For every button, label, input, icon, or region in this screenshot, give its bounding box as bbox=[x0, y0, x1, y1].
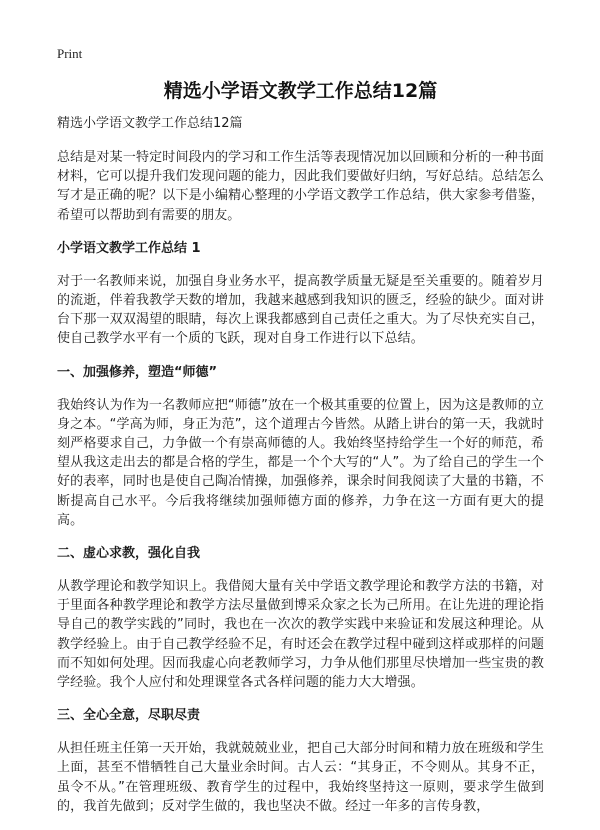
section-title: 小学语文教学工作总结 1 bbox=[57, 240, 201, 256]
heading-1: 一、加强修养，塑造“师德” bbox=[57, 364, 218, 380]
document-title: 精选小学语文教学工作总结12篇 bbox=[163, 80, 438, 102]
section-intro-paragraph: 对于一名教师来说，加强自身业务水平，提高教学质量无疑是至关重要的。随着岁月的流逝，伴着我教学天数的增加，我越来越感到我知识的匮乏，经验的缺少。面对讲台下那一双双渴望的眼睛，每次上课我都感到自己责任之重大。为了尽快充实自己，使自己教学水平有一个质的飞跃，现对自身工作进行以下总结。 bbox=[57, 273, 544, 347]
paragraph-1: 我始终认为作为一名教师应把“师德”放在一个极其重要的位置上，因为这是教师的立身之本。“学高为师，身正为范”，这个道理古今皆然。从踏上讲台的第一天，我就时刻严格要求自己，力争做一个有崇高师德的人。我始终坚持给学生一个好的师范，希望从我这走出去的都是合格的学生，都是一个个大写的“人”。为了给自己的学生一个好的表率，同时也是使自己陶冶情操，加强修养，课余时间我阅读了大量的书籍，不断提高自己水平。今后我将继续加强师德方面的修养，力争在这一方面有更大的提高。 bbox=[57, 397, 544, 528]
heading-3: 三、全心全意，尽职尽责 bbox=[57, 708, 201, 724]
paragraph-3: 从担任班主任第一天开始，我就兢兢业业，把自己大部分时间和精力放在班级和学生上面，甚至不惜牺牲自己大量业余时间。古人云：“其身正，不令则从。其身不正，虽令不从。”在管理班级、教育学生的过程中，我始终坚持这一原则，要求学生做到的，我首先做到；反对学生做的，我也坚决不做。经过一年多的言传身教， bbox=[57, 741, 544, 814]
document-subtitle: 精选小学语文教学工作总结12篇 bbox=[57, 116, 243, 131]
document-body bbox=[57, 78, 544, 830]
print-link[interactable]: Print bbox=[57, 46, 83, 61]
intro-paragraph: 总结是对某一特定时间段内的学习和工作生活等表现情况加以回顾和分析的一种书面材料，它可以提升我们发现问题的能力，因此我们要做好归纳，写好总结。总结怎么写才是正确的呢？以下是小编精心整理的小学语文教学工作总结，供大家参考借鉴，希望可以帮助到有需要的朋友。 bbox=[57, 150, 544, 223]
paragraph-2: 从教学理论和教学知识上。我借阅大量有关中学语文教学理论和教学方法的书籍，对于里面各种教学理论和教学方法尽量做到博采众家之长为己所用。在让先进的理论指导自己的教学实践的”同时，我也在一次次的教学实践中来验证和发展这种理论。从教学经验上。由于自己教学经验不足，有时还会在教学过程中碰到这样或那样的问题而不知如何处理。因而我虚心向老教师学习，力争从他们那里尽快增加一些宝贵的教学经验。我个人应付和处理课堂各式各样问题的能力大大增强。 bbox=[57, 579, 544, 691]
heading-2: 二、虚心求教，强化自我 bbox=[57, 546, 201, 562]
